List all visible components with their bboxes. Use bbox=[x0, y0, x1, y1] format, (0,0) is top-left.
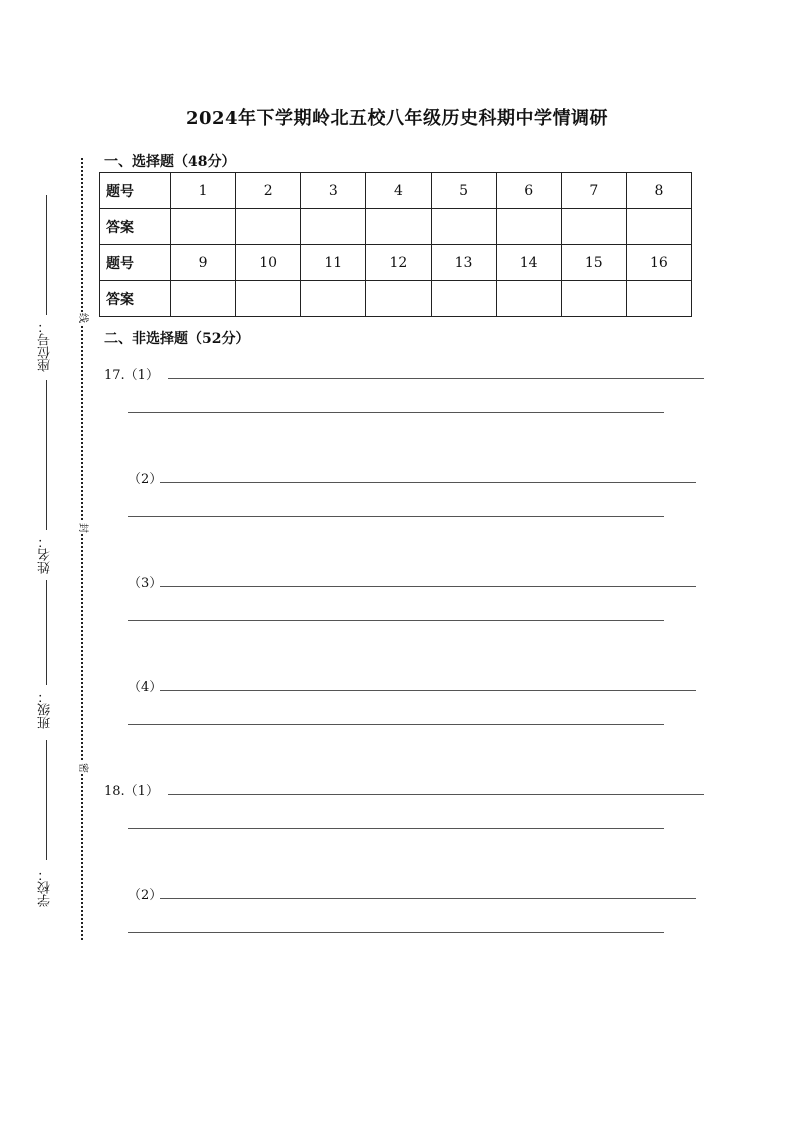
answer-table bbox=[99, 172, 692, 317]
answer-line[interactable] bbox=[128, 412, 664, 413]
q17-3-label: （3） bbox=[128, 576, 163, 591]
seat-number-field[interactable] bbox=[46, 195, 47, 315]
answer-line[interactable] bbox=[128, 516, 664, 517]
class-label: 班级： bbox=[38, 690, 53, 729]
question-number: 12 bbox=[366, 245, 431, 281]
answer-cell[interactable] bbox=[236, 281, 301, 317]
answer-cell[interactable] bbox=[626, 281, 691, 317]
binding-mark-secret: 密 bbox=[77, 763, 88, 773]
answer-line[interactable] bbox=[160, 482, 696, 483]
answer-cell[interactable] bbox=[626, 209, 691, 245]
question-number: 4 bbox=[366, 173, 431, 209]
q18-2-label: （2） bbox=[128, 888, 163, 903]
answer-line[interactable] bbox=[160, 898, 696, 899]
name-label: 姓名： bbox=[38, 535, 53, 574]
answer-cell[interactable] bbox=[431, 281, 496, 317]
seat-number-label: 座位号： bbox=[38, 320, 53, 372]
section-multiple-choice-heading: 一、选择题（48分） bbox=[104, 154, 236, 170]
row-label-number: 题号 bbox=[100, 245, 171, 281]
table-row bbox=[100, 245, 692, 281]
answer-line[interactable] bbox=[128, 828, 664, 829]
question-number: 3 bbox=[301, 173, 366, 209]
answer-line[interactable] bbox=[128, 620, 664, 621]
answer-cell[interactable] bbox=[301, 209, 366, 245]
question-number: 15 bbox=[561, 245, 626, 281]
binding-mark-seal: 封 bbox=[77, 523, 88, 533]
table-row bbox=[100, 281, 692, 317]
question-number: 10 bbox=[236, 245, 301, 281]
table-row bbox=[100, 173, 692, 209]
class-field[interactable] bbox=[46, 580, 47, 685]
answer-cell[interactable] bbox=[496, 281, 561, 317]
answer-line[interactable] bbox=[128, 724, 664, 725]
binding-mark-line: 线 bbox=[77, 313, 88, 323]
answer-cell[interactable] bbox=[171, 281, 236, 317]
question-number: 1 bbox=[171, 173, 236, 209]
q18-1-label: 18.（1） bbox=[104, 784, 159, 799]
answer-cell[interactable] bbox=[236, 209, 301, 245]
answer-cell[interactable] bbox=[171, 209, 236, 245]
school-label: 学校： bbox=[38, 868, 53, 907]
q17-1-label: 17.（1） bbox=[104, 368, 159, 383]
q17-4-label: （4） bbox=[128, 680, 163, 695]
answer-line[interactable] bbox=[128, 932, 664, 933]
school-field[interactable] bbox=[46, 740, 47, 860]
question-number: 9 bbox=[171, 245, 236, 281]
answer-cell[interactable] bbox=[301, 281, 366, 317]
answer-line[interactable] bbox=[160, 586, 696, 587]
section-free-response-heading: 二、非选择题（52分） bbox=[104, 331, 250, 347]
page-title: 2024年下学期岭北五校八年级历史科期中学情调研 bbox=[185, 108, 609, 129]
question-number: 7 bbox=[561, 173, 626, 209]
answer-cell[interactable] bbox=[561, 209, 626, 245]
answer-cell[interactable] bbox=[366, 281, 431, 317]
question-number: 14 bbox=[496, 245, 561, 281]
question-number: 16 bbox=[626, 245, 691, 281]
answer-cell[interactable] bbox=[431, 209, 496, 245]
row-label-answer: 答案 bbox=[100, 281, 171, 317]
answer-line[interactable] bbox=[168, 378, 704, 379]
row-label-answer: 答案 bbox=[100, 209, 171, 245]
answer-cell[interactable] bbox=[561, 281, 626, 317]
question-number: 2 bbox=[236, 173, 301, 209]
answer-line[interactable] bbox=[160, 690, 696, 691]
question-number: 5 bbox=[431, 173, 496, 209]
question-number: 13 bbox=[431, 245, 496, 281]
q17-2-label: （2） bbox=[128, 472, 163, 487]
question-number: 8 bbox=[626, 173, 691, 209]
answer-line[interactable] bbox=[168, 794, 704, 795]
row-label-number: 题号 bbox=[100, 173, 171, 209]
binding-dotted-line bbox=[81, 158, 83, 940]
question-number: 11 bbox=[301, 245, 366, 281]
answer-cell[interactable] bbox=[366, 209, 431, 245]
answer-cell[interactable] bbox=[496, 209, 561, 245]
table-row bbox=[100, 209, 692, 245]
question-number: 6 bbox=[496, 173, 561, 209]
name-field[interactable] bbox=[46, 380, 47, 530]
